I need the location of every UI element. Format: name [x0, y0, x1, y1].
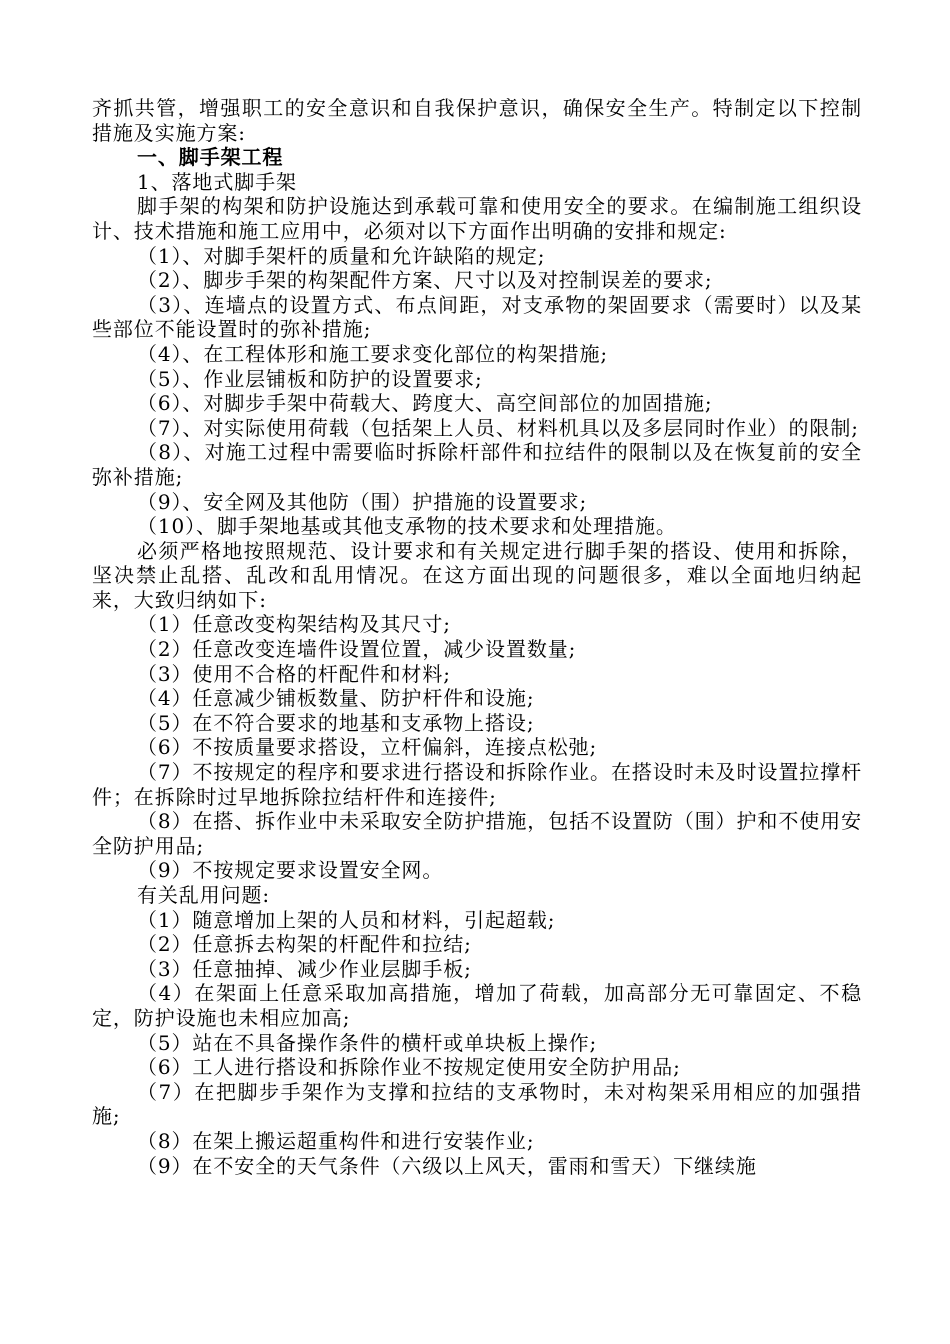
misuse-list-item: （5）站在不具备操作条件的横杆或单块板上操作;	[137, 1030, 598, 1055]
design-list-item: （2）、脚步手架的构架配件方案、尺寸以及对控制误差的要求;	[137, 268, 713, 293]
design-list-item: （7）、对实际使用荷载（包括架上人员、材料机具以及多层同时作业）的限制;	[137, 415, 859, 440]
misuse-list-item: （2）任意拆去构架的杆配件和拉结;	[137, 932, 472, 957]
strict-compliance-paragraph: 必须严格地按照规范、设计要求和有关规定进行脚手架的搭设、使用和拆除，坚决禁止乱搭、乱改和乱用情况。在这方面出现的问题很多，难以全面地归纳起来，大致归纳如下:	[92, 538, 862, 612]
misuse-list-item: （7）在把脚步手架作为支撑和拉结的支承物时，未对构架采用相应的加强措施;	[92, 1079, 862, 1129]
design-list-item: （1）、对脚手架杆的质量和允许缺陷的规定;	[137, 243, 546, 268]
misuse-list-item: （9）在不安全的天气条件（六级以上风天，雷雨和雪天）下继续施	[137, 1153, 757, 1178]
problem-list-item: （1）任意改变构架结构及其尺寸;	[137, 612, 451, 637]
problem-list-item: （2）任意改变连墙件设置位置，减少设置数量;	[137, 637, 577, 662]
problem-list-item: （6）不按质量要求搭设，立杆偏斜，连接点松弛;	[137, 735, 598, 760]
problem-list-item: （3）使用不合格的杆配件和材料;	[137, 661, 451, 686]
document-page	[92, 96, 862, 1178]
scaffold-requirements-paragraph: 脚手架的构架和防护设施达到承载可靠和使用安全的要求。在编制施工组织设计、技术措施和施工应用中，必须对以下方面作出明确的安排和规定:	[92, 194, 862, 243]
design-list-item: （5）、作业层铺板和防护的设置要求;	[137, 366, 483, 391]
design-list-item: （3）、连墙点的设置方式、布点间距，对支承物的架固要求（需要时）以及某些部位不能设置时的弥补措施;	[92, 292, 862, 342]
problem-list-item: （4）任意减少铺板数量、防护杆件和设施;	[137, 686, 535, 711]
design-list-item: （4）、在工程体形和施工要求变化部位的构架措施;	[137, 341, 609, 366]
misuse-list-item: （6）工人进行搭设和拆除作业不按规定使用安全防护用品;	[137, 1055, 681, 1080]
misuse-list-item: （1）随意增加上架的人员和材料，引起超载;	[137, 907, 556, 932]
problem-list-item: （8）在搭、拆作业中未采取安全防护措施，包括不设置防（围）护和不使用安全防护用品;	[92, 809, 862, 858]
intro-paragraph: 齐抓共管，增强职工的安全意识和自我保护意识，确保安全生产。特制定以下控制措施及实施方案:	[92, 96, 862, 145]
problem-list-item: （5）在不符合要求的地基和支承物上搭设;	[137, 710, 535, 735]
subsection-heading: 1、落地式脚手架	[137, 169, 297, 194]
problem-list-item: （7）不按规定的程序和要求进行搭设和拆除作业。在搭设时未及时设置拉撑杆件；在拆除时过早地拆除拉结杆件和连接件;	[92, 760, 862, 809]
misuse-list-item: （3）任意抽掉、减少作业层脚手板;	[137, 956, 472, 981]
problem-list-item: （9）不按规定要求设置安全网。	[137, 858, 444, 883]
design-list-item: （10）、脚手架地基或其他支承物的技术要求和处理措施。	[137, 514, 677, 539]
design-list-item: （8）、对施工过程中需要临时拆除杆部件和拉结件的限制以及在恢复前的安全弥补措施;	[92, 440, 862, 489]
design-list-item: （9）、安全网及其他防（围）护措施的设置要求;	[137, 489, 588, 514]
design-list-item: （6）、对脚步手架中荷载大、跨度大、高空间部位的加固措施;	[137, 391, 713, 416]
misuse-heading: 有关乱用问题:	[137, 883, 271, 907]
misuse-list-item: （8）在架上搬运超重构件和进行安装作业;	[137, 1128, 535, 1153]
section-heading: 一、脚手架工程	[137, 145, 284, 170]
misuse-list-item: （4）在架面上任意采取加高措施，增加了荷载，加高部分无可靠固定、不稳定，防护设施也未相应加高;	[92, 981, 862, 1030]
